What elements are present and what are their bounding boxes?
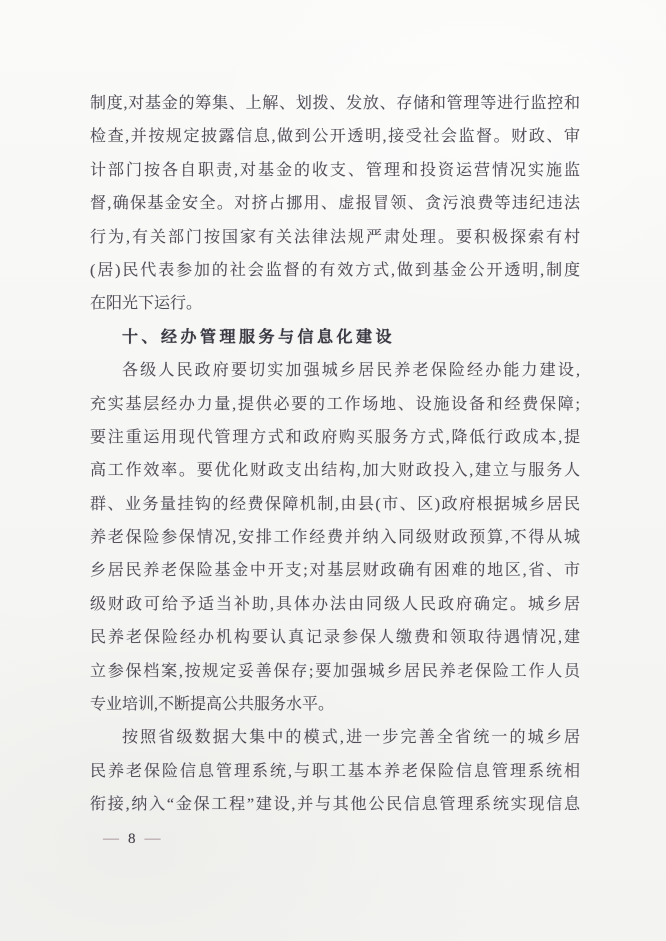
text-line: 在阳光下运行。 bbox=[90, 295, 203, 313]
text-line: 养老保险参保情况,安排工作经费并纳入同级财政预算,不得从城 bbox=[90, 529, 580, 547]
section-heading: 十、经办管理服务与信息化建设 bbox=[122, 328, 396, 346]
text-line: 高工作效率。要优化财政支出结构,加大财政投入,建立与服务人 bbox=[90, 462, 580, 480]
text-line: 民养老保险经办机构要认真记录参保人缴费和领取待遇情况,建 bbox=[90, 629, 580, 647]
paragraph-information-system bbox=[90, 721, 580, 821]
page-number-value: 8 bbox=[128, 830, 136, 847]
text-line: 级财政可给予适当补助,具体办法由同级人民政府确定。城乡居 bbox=[90, 595, 580, 613]
document-body bbox=[90, 87, 580, 855]
text-line: (居)民代表参加的社会监督的有效方式,做到基金公开透明,制度 bbox=[90, 261, 580, 279]
text-line: 衔接,纳入“金保工程”建设,并与其他公民信息管理系统实现信息 bbox=[90, 796, 580, 814]
page-number bbox=[90, 822, 580, 855]
text-line: 各级人民政府要切实加强城乡居民养老保险经办能力建设, bbox=[122, 362, 580, 380]
text-line: 制度,对基金的筹集、上解、划拨、发放、存储和管理等进行监控和 bbox=[90, 95, 580, 112]
text-line: 专业培训,不断提高公共服务水平。 bbox=[90, 696, 335, 714]
paragraph-continuation bbox=[90, 87, 580, 321]
page-number-left-dash: — bbox=[103, 829, 119, 847]
section-heading-block bbox=[90, 321, 580, 354]
paragraph-admin-services bbox=[90, 354, 580, 721]
text-line: 乡居民养老保险基金中开支;对基层财政确有困难的地区,省、市 bbox=[90, 562, 580, 580]
text-line: 督,确保基金安全。对挤占挪用、虚报冒领、贪污浪费等违纪违法 bbox=[90, 195, 580, 213]
text-line: 检查,并按规定披露信息,做到公开透明,接受社会监督。财政、审 bbox=[90, 128, 580, 146]
text-line: 行为,有关部门按国家有关法律法规严肃处理。要积极探索有村 bbox=[90, 228, 580, 246]
text-line: 民养老保险信息管理系统,与职工基本养老保险信息管理系统相 bbox=[90, 762, 580, 780]
page-number-right-dash: — bbox=[144, 829, 161, 847]
text-line: 充实基层经办力量,提供必要的工作场地、设施设备和经费保障; bbox=[90, 395, 580, 413]
text-line: 要注重运用现代管理方式和政府购买服务方式,降低行政成本,提 bbox=[90, 428, 580, 446]
text-line: 群、业务量挂钩的经费保障机制,由县(市、区)政府根据城乡居民 bbox=[90, 495, 580, 513]
text-line: 计部门按各自职责,对基金的收支、管理和投资运营情况实施监 bbox=[90, 161, 580, 179]
text-line: 立参保档案,按规定妥善保存;要加强城乡居民养老保险工作人员 bbox=[90, 662, 580, 680]
text-line: 按照省级数据大集中的模式,进一步完善全省统一的城乡居 bbox=[122, 729, 580, 747]
